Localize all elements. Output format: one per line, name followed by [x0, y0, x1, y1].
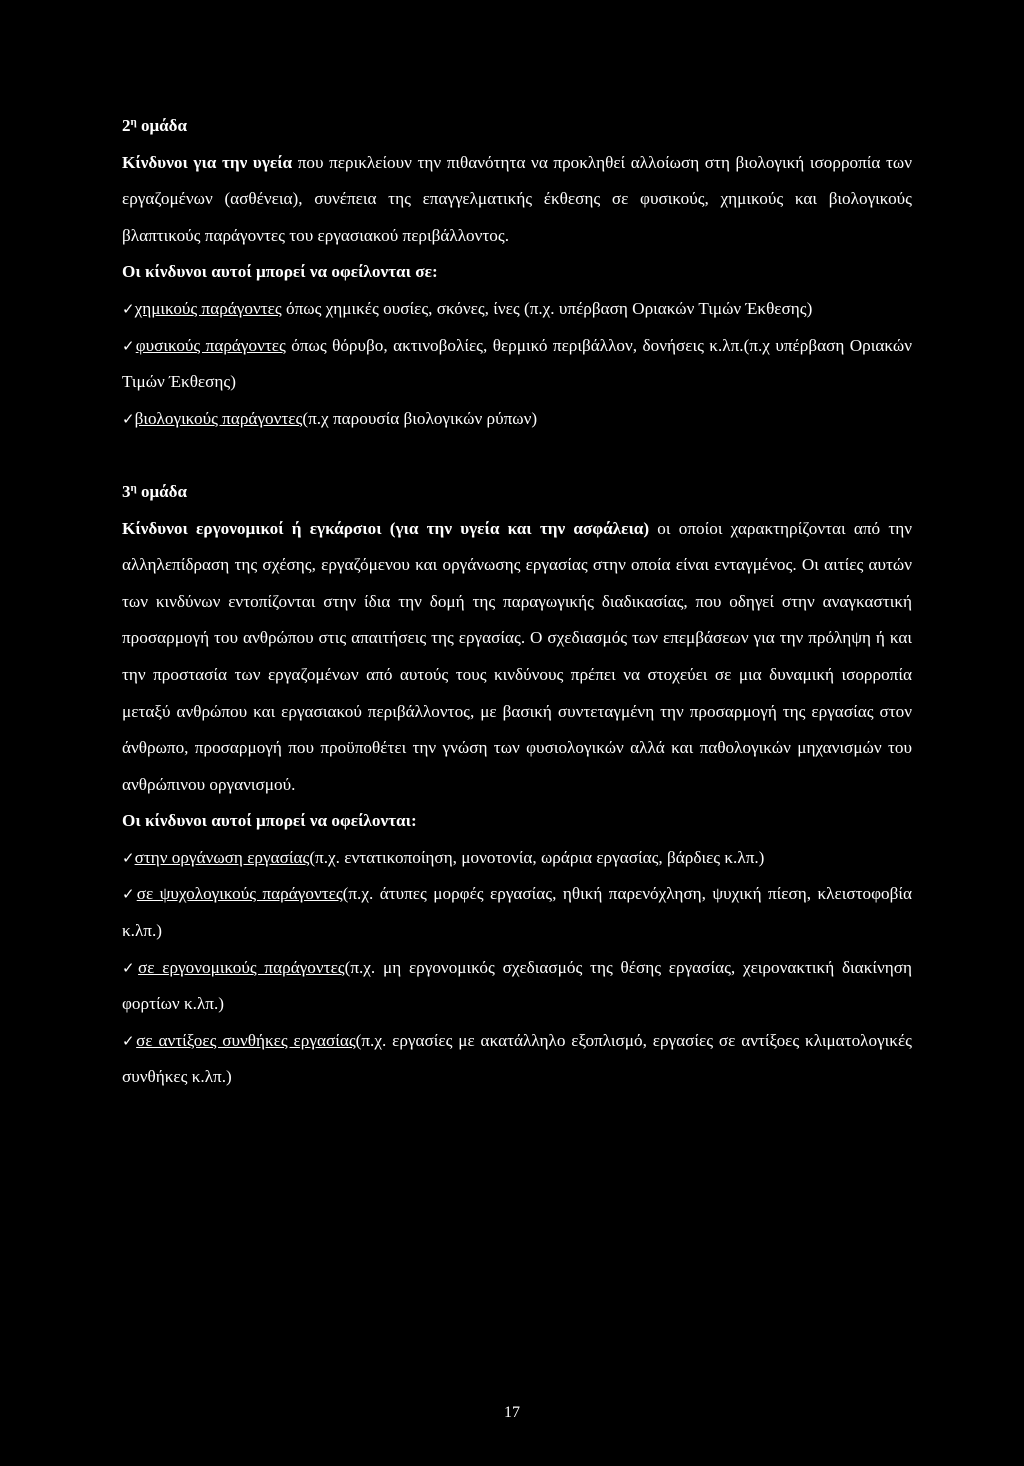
group-3-item-text: (π.χ. εργασίες με ακατάλληλο εξοπλισμό, εργασίες σε αντίξοες κλιματολογικές συνθήκες κ.λπ.): [122, 1030, 912, 1087]
group-2-item: [122, 291, 912, 328]
group-2-item-label: βιολογικούς παράγοντες: [134, 408, 303, 428]
group-2-word: ομάδα: [136, 116, 187, 135]
group-3-item: [122, 1023, 912, 1096]
group-3-intro-text: οι οποίοι χαρακτηρίζονται από την αλληλεπίδραση της σχέσης, εργαζόμενου και οργάνωσης εργασίας στην οποία είναι ενταγμένος. Οι αιτίες αυτών των κινδύνων εντοπίζονται στην ίδια την δομή της παραγωγικής διαδικασίας, που οδηγεί στην αναγκαστική προσαρμογή του ανθρώπου στις απαιτήσεις της εργασίας. Ο σχεδιασμός των επεμβάσεων για την πρόληψη ή και την προστασία των εργαζομένων από αυτούς τους κινδύνους πρέπει να στοχεύει σε μια δυναμική ισορροπία μεταξύ ανθρώπου και εργασιακού περιβάλλοντος, με βασική συντεταγμένη την προσαρμογή της εργασίας στον άνθρωπο, προσαρμογή που προϋποθέτει την γνώση των φυσιολογικών αλλά και παθολογικών μηχανισμών του ανθρώπινου οργανισμού.: [122, 518, 912, 794]
group-2-section: [122, 108, 912, 437]
group-2-intro-bold: Κίνδυνοι για την υγεία: [122, 152, 293, 172]
group-2-item-text: όπως θόρυβο, ακτινοβολίες, θερμικό περιβάλλον, δονήσεις κ.λπ.(π.χ υπέρβαση Οριακών Τιμών Έκθεσης): [122, 335, 912, 392]
group-2-number: 2: [122, 116, 131, 135]
document-body: [122, 108, 912, 1096]
group-3-item-label: στην οργάνωση εργασίας: [134, 847, 310, 867]
check-icon: ✓: [122, 848, 135, 867]
group-3-number: 3: [122, 481, 131, 501]
group-3-heading: [122, 474, 912, 511]
group-2-item-label: χημικούς παράγοντες: [134, 298, 282, 318]
group-2-item-text: όπως χημικές ουσίες, σκόνες, ίνες (π.χ. υπέρβαση Οριακών Τιμών Έκθεσης): [281, 298, 813, 318]
group-2-intro-text: που περικλείουν την πιθανότητα να προκληθεί αλλοίωση στη βιολογική ισορροπία των εργαζομένων (ασθένεια), συνέπεια της επαγγελματικής έκθεσης σε φυσικούς, χημικούς και βιολογικούς βλαπτικούς παράγοντες του εργασιακού περιβάλλοντος.: [122, 152, 912, 245]
check-icon: ✓: [122, 336, 136, 355]
group-2-item: [122, 328, 912, 401]
check-icon: ✓: [122, 885, 137, 904]
group-3-item-text: (π.χ. εντατικοποίηση, μονοτονία, ωράρια εργασίας, βάρδιες κ.λπ.): [309, 847, 765, 867]
page-number: 17: [504, 1404, 520, 1421]
group-2-item: [122, 401, 912, 438]
group-3-item-text: (π.χ. μη εργονομικός σχεδιασμός της θέσης εργασίας, χειρονακτική διακίνηση φορτίων κ.λπ.): [122, 957, 912, 1014]
group-3-word: ομάδα: [136, 481, 187, 501]
check-icon: ✓: [122, 409, 135, 428]
check-icon: ✓: [122, 958, 139, 977]
group-3-intro: [122, 511, 912, 804]
group-3-item-label: σε εργονομικούς παράγοντες: [138, 957, 345, 977]
group-3-item-label: σε αντίξοες συνθήκες εργασίας: [136, 1030, 356, 1050]
group-2-item-text: (π.χ παρουσία βιολογικών ρύπων): [302, 408, 538, 428]
group-3-item: [122, 950, 912, 1023]
group-3-ordinal: η: [130, 481, 137, 494]
group-3-item-label: σε ψυχολογικούς παράγοντες: [136, 884, 343, 904]
group-2-ordinal: η: [130, 116, 137, 128]
group-2-intro: [122, 145, 912, 255]
group-3-item: [122, 840, 912, 877]
section-spacer: [122, 437, 912, 474]
group-3-intro-bold: Κίνδυνοι εργονομικοί ή εγκάρσιοι (για την υγεία και την ασφάλεια): [122, 518, 650, 538]
group-2-heading: [122, 108, 912, 145]
check-icon: ✓: [122, 299, 135, 318]
group-2-causes-heading: Οι κίνδυνοι αυτοί μπορεί να οφείλονται σε:: [122, 262, 438, 282]
group-2-item-label: φυσικούς παράγοντες: [135, 335, 286, 355]
group-3-item-text: (π.χ. άτυπες μορφές εργασίας, ηθική παρενόχληση, ψυχική πίεση, κλειστοφοβία κ.λπ.): [122, 884, 912, 941]
group-3-item: [122, 876, 912, 949]
check-icon: ✓: [122, 1031, 137, 1050]
group-3-section: [122, 474, 912, 1096]
group-3-causes-heading: Οι κίνδυνοι αυτοί μπορεί να οφείλονται:: [122, 811, 417, 831]
